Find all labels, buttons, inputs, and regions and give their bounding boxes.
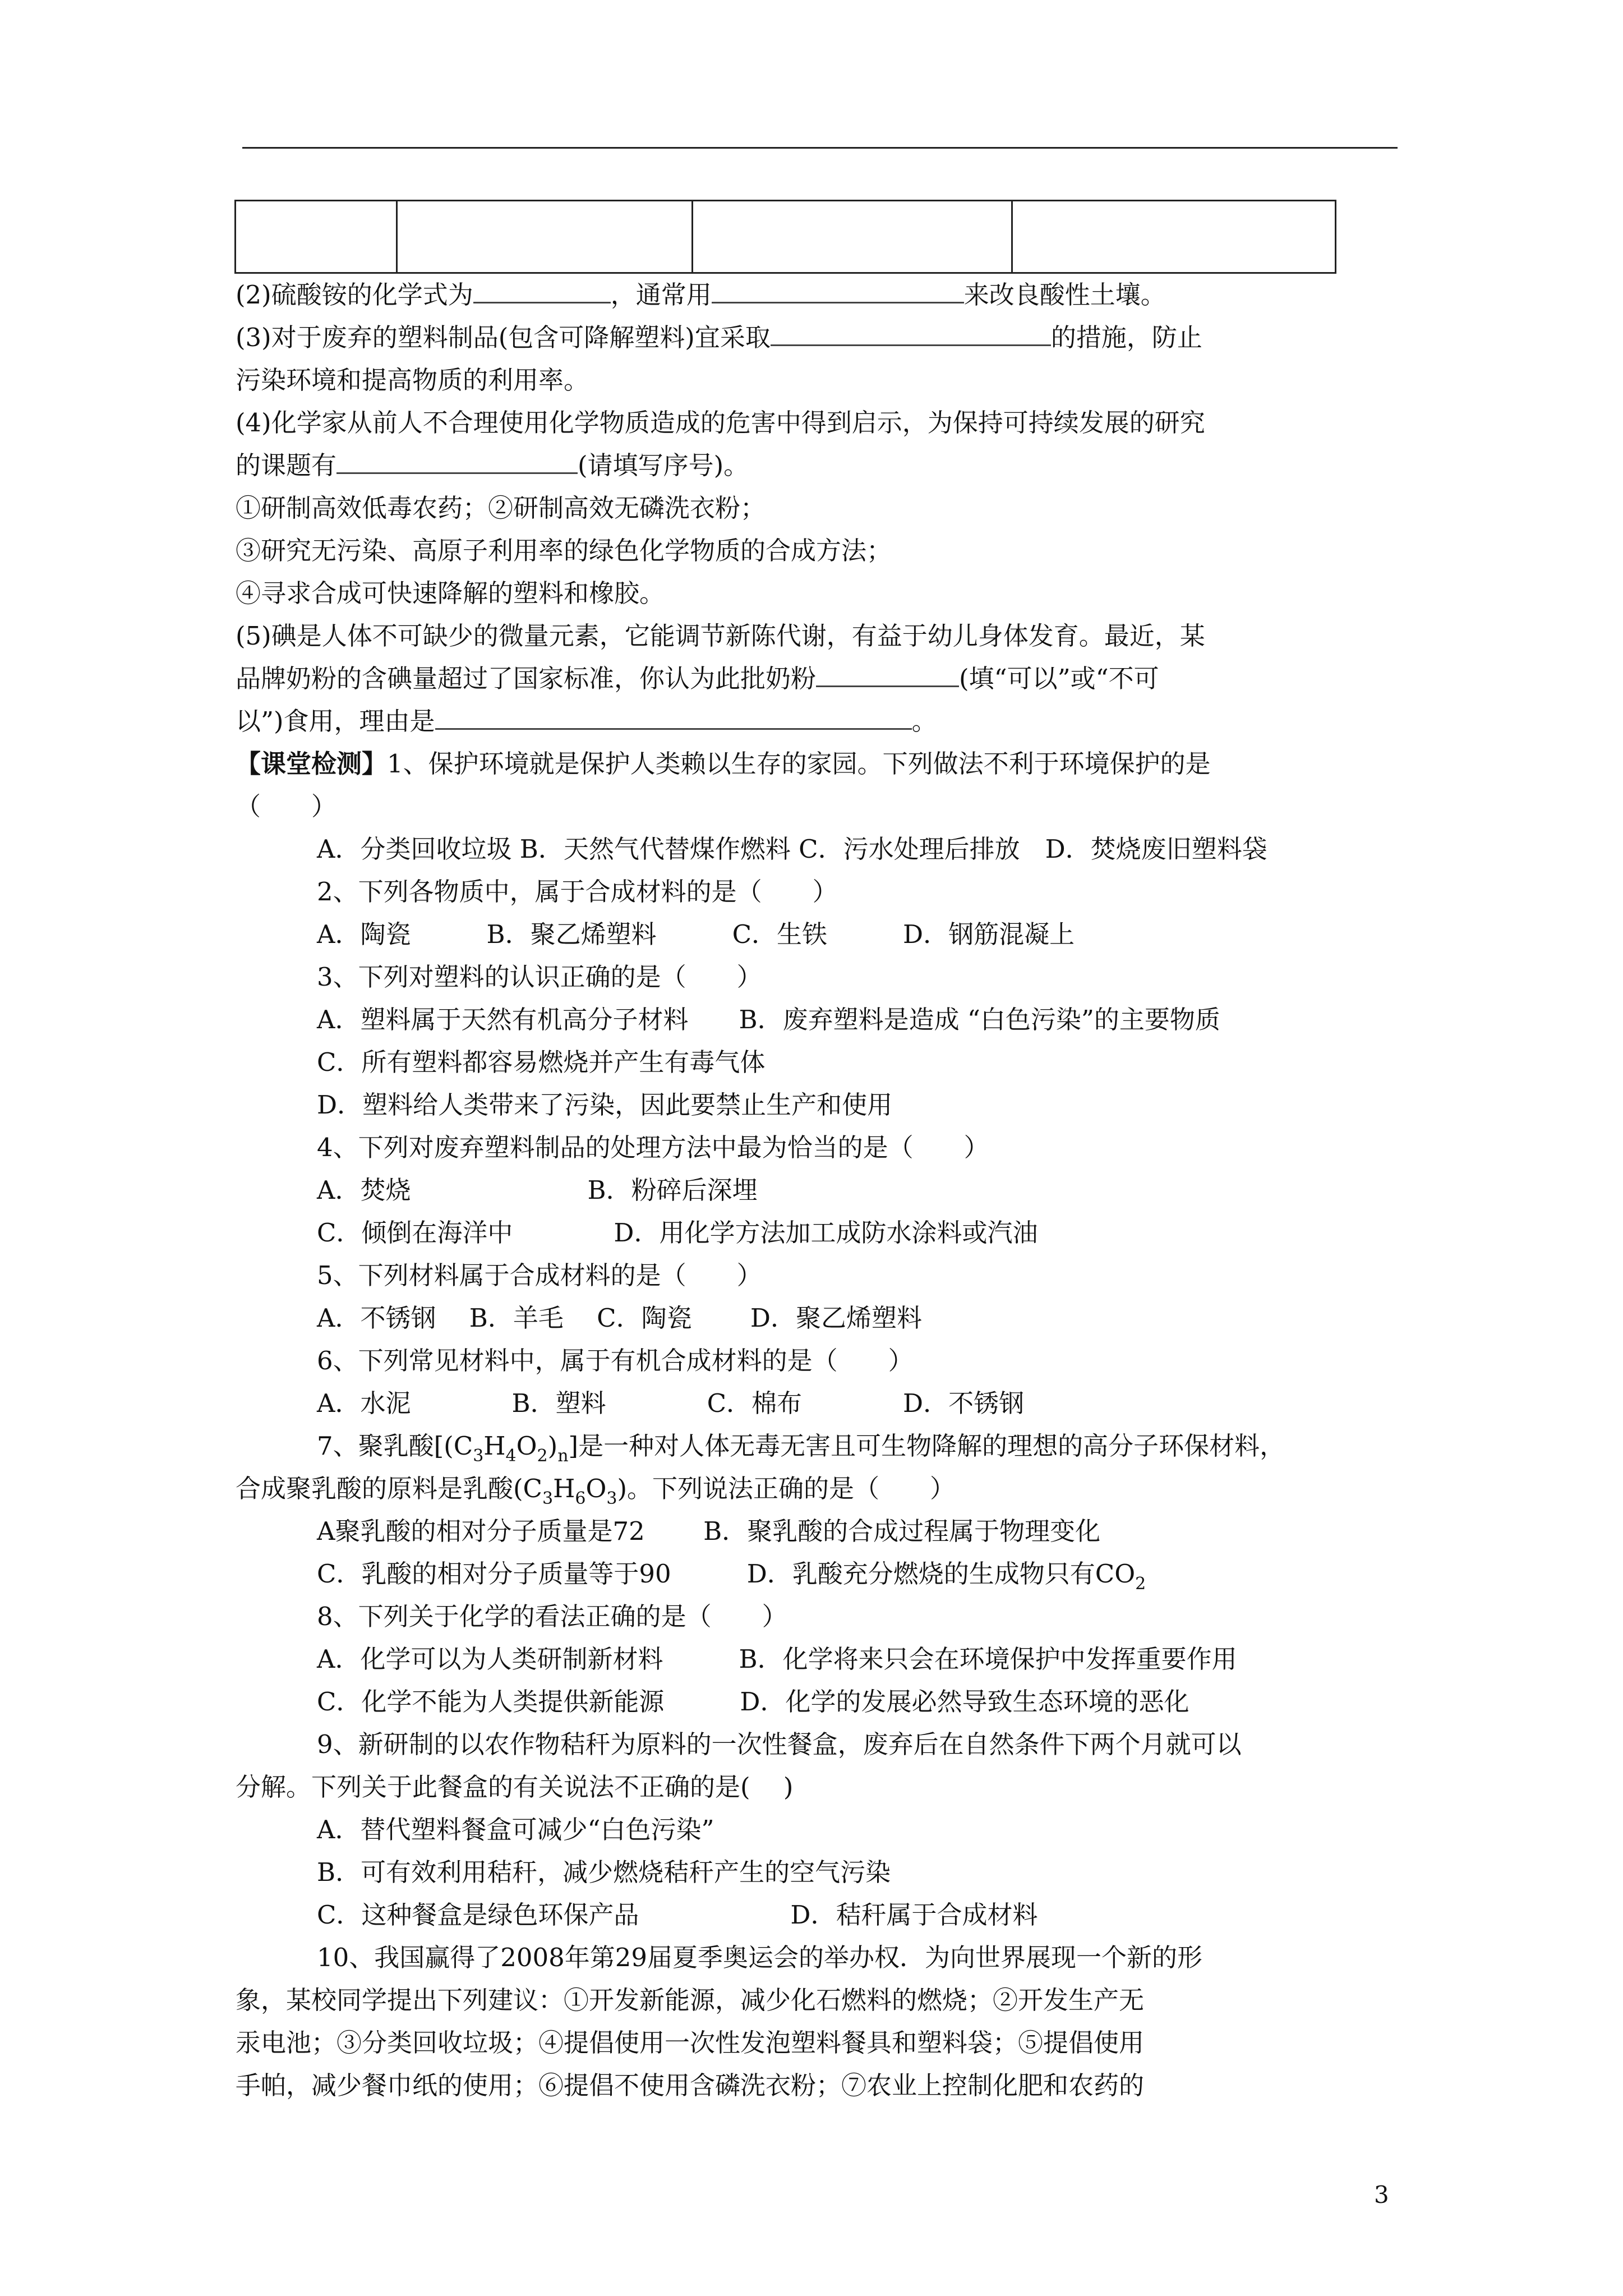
check-q10: 10、我国赢得了2008年第29届夏季奥运会的举办权．为向世界展现一个新的形 [317,1943,1203,1972]
answer-blank[interactable] [435,706,912,730]
check-q2: 2、下列各物质中，属于合成材料的是（ ） [317,877,838,907]
table-cell[interactable] [236,201,397,273]
answer-blank[interactable] [336,450,578,474]
table-row [236,201,1336,273]
header-rule [242,147,1398,149]
check-q5: 5、下列材料属于合成材料的是（ ） [317,1260,762,1290]
table-cell[interactable] [693,201,1012,273]
table-cell[interactable] [397,201,693,273]
question-2: (2)硫酸铵的化学式为 ，通常用 来改良酸性土壤。 [236,280,1166,310]
question-3: (3)对于废弃的塑料制品(包含可降解塑料)宜采取 的措施，防止 [236,323,1202,352]
body-text: (2)硫酸铵的化学式为 ，通常用 来改良酸性土壤。 (3)对于废弃的塑料制品(包含可降解塑料)宜采取 的措施，防止 污染环境和提高物质的利用率。 (4)化学家从前人不合理使用化学物质造成的危害中得到启示，为保持可持续发展的研究 的课题有 (请填写序号)。 ①研制高效低毒农药；②研制高效无磷洗衣粉； ③研究无污染、高原子利用率的绿色化学物质的合成方法； ④寻求合成可快速降解的塑料和橡胶。 (5)碘是人体不可缺少的微量元素，它能调节新陈代谢，有益于幼儿身体发育。最近，某 品牌奶粉的含碘量超过了国家标准，你认为此批奶粉 (填“可以”或“不可 以”)食用，理由是 。 【课堂检测】1、保护环境就是保护人类赖以生存的家园。下列做法不利于环境保护的是 （ ） A．分类回收垃圾 B．天然气代替煤作燃料 C．污水处理后排放 D．焚烧废旧塑料袋 2、下列各物质中，属于合成材料的是（ ） A．陶瓷 B．聚乙烯塑料 C．生铁 D．钢筋混凝上 3、下列对塑料的认识正确的是（ ） A．塑料属于天然有机高分子材料 B．废弃塑料是造成 “白色污染”的主要物质 C．所有塑料都容易燃烧并产生有毒气体 D．塑料给人类带来了污染，因此要禁止生产和使用 4、下列对废弃塑料制品的处理方法中最为恰当的是（ ） A．焚烧 B．粉碎后深埋 C．倾倒在海洋中 D．用化学方法加工成防水涂料或汽油 5、下列材料属于合成材料的是（ ） A．不锈钢 B．羊毛 C．陶瓷 D．聚乙烯塑料 6、下列常见材料中，属于有机合成材料的是（ ） A．水泥 B．塑料 C．棉布 D．不锈钢 7、聚乳酸$[(C_3H_4O_2)_n]$是一种对人体无毒无害且可生物降解的理想的高分子环保材料， 合成聚乳酸的原料是乳酸$(C_3H_6O_3)$。下列说法正确的是（ ） A聚乳酸的相对分子质量是72 B．聚乳酸的合成过程属于物理变化 C．乳酸的相对分子质量等于90 D．乳酸充分燃烧的生成物只有$CO_2$ 8、下列关于化学的看法正确的是（ ） A．化学可以为人类研制新材料 B．化学将来只会在环境保护中发挥重要作用 C．化学不能为人类提供新能源 D．化学的发展必然导致生态环境的恶化 9、新研制的以农作物秸秆为原料的一次性餐盒，废弃后在自然条件下两个月就可以 分解。下列关于此餐盒的有关说法不正确的是( ) A．替代塑料餐盒可减少“白色污染” B．可有效利用秸秆，减少燃烧秸秆产生的空气污染 C．这种餐盒是绿色环保产品 D．秸秆属于合成材料 10、我国赢得了2008年第29届夏季奥运会的举办权．为向世界展现一个新的形 象，某校同学提出下列建议：①开发新能源，减少化石燃料的燃烧；②开发生产无 汞电池；③分类回收垃圾；④提倡使用一次性发泡塑料餐具和塑料袋；⑤提倡使用 手帕，减少餐巾纸的使用；⑥提倡不使用含磷洗衣粉；⑦农业上控制化肥和农药的 [236,274,1391,2107]
check-q1: 【课堂检测】1、保护环境就是保护人类赖以生存的家园。下列做法不利于环境保护的是 [236,749,1211,779]
answer-blank[interactable] [473,279,611,303]
check-q3: 3、下列对塑料的认识正确的是（ ） [317,962,762,992]
check-q8: 8、下列关于化学的看法正确的是（ ） [317,1602,787,1631]
check-q4: 4、下列对废弃塑料制品的处理方法中最为恰当的是（ ） [317,1133,989,1162]
check-q9: 9、新研制的以农作物秸秆为原料的一次性餐盒，废弃后在自然条件下两个月就可以 [317,1729,1242,1759]
table-cell[interactable] [1012,201,1336,273]
section-heading: 【课堂检测】 [236,749,388,779]
answer-blank[interactable] [771,322,1051,346]
check-q6: 6、下列常见材料中，属于有机合成材料的是（ ） [317,1346,914,1375]
question-4: (4)化学家从前人不合理使用化学物质造成的危害中得到启示，为保持可持续发展的研究 [236,408,1205,438]
answer-blank[interactable] [712,279,964,303]
answer-table [234,200,1336,274]
question-5: (5)碘是人体不可缺少的微量元素，它能调节新陈代谢，有益于幼儿身体发育。最近，某 [236,621,1205,651]
answer-blank[interactable] [816,663,959,687]
page-number: 3 [1374,2181,1389,2208]
check-q7: 7、聚乳酸$[(C_3H_4O_2)_n]$是一种对人体无毒无害且可生物降解的理想的高分子环保材料， [317,1431,1285,1466]
